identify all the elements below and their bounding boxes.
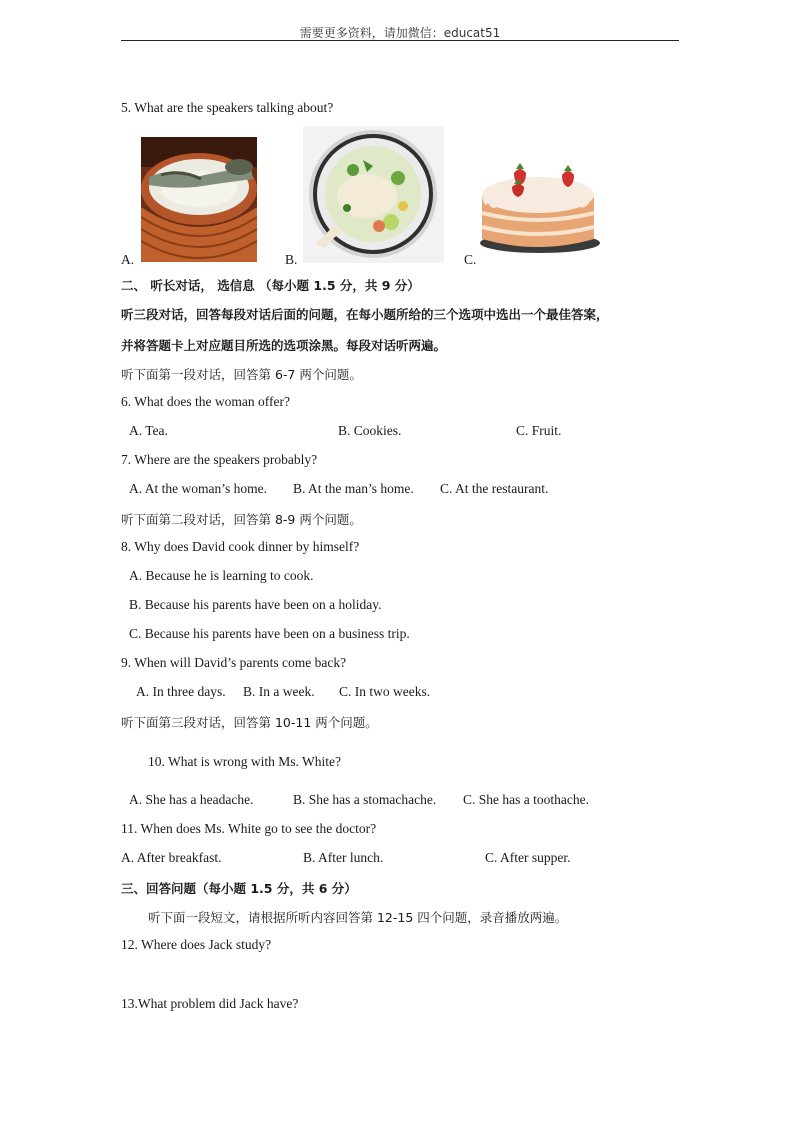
q11-question: 11. When does Ms. White go to see the doctor? (121, 821, 377, 836)
q12-question: 12. Where does Jack study? (121, 937, 272, 952)
q11-option-c: C. After supper. (485, 850, 571, 865)
q7-option-a: A. At the woman’s home. (129, 481, 267, 496)
q11-option-b: B. After lunch. (303, 850, 384, 865)
q10-option-a: A. She has a headache. (129, 792, 254, 807)
dialog1-intro: 听下面第一段对话，回答第 6-7 两个问题。 (121, 367, 362, 382)
q9-question: 9. When will David’s parents come back? (121, 655, 347, 670)
q8-option-a: A. Because he is learning to cook. (129, 568, 314, 583)
q6-option-c: C. Fruit. (516, 423, 562, 438)
section2-instructions-line1: 听三段对话，回答每段对话后面的问题，在每小题所给的三个选项中选出一个最佳答案， (121, 307, 609, 322)
q7-option-c: C. At the restaurant. (440, 481, 549, 496)
q6-option-b: B. Cookies. (338, 423, 402, 438)
q8-option-b: B. Because his parents have been on a holiday. (129, 597, 382, 612)
q9-option-c: C. In two weeks. (339, 684, 431, 699)
q5-question: 5. What are the speakers talking about? (121, 100, 334, 115)
section3-title: 三、回答问题（每小题 1.5 分，共 6 分） (121, 881, 357, 896)
q9-option-a: A. In three days. (136, 684, 226, 699)
q6-question: 6. What does the woman offer? (121, 394, 290, 409)
header-rule (121, 40, 679, 41)
q7-option-b: B. At the man’s home. (293, 481, 414, 496)
q10-option-b: B. She has a stomachache. (293, 792, 437, 807)
q11-option-a: A. After breakfast. (121, 850, 222, 865)
chicken-soup-plate-image (303, 126, 444, 263)
fish-soup-bowl-image (141, 137, 257, 262)
strawberry-cake-image (474, 157, 602, 257)
q13-question: 13.What problem did Jack have? (121, 996, 299, 1011)
q8-question: 8. Why does David cook dinner by himself? (121, 539, 360, 554)
q9-option-b: B. In a week. (243, 684, 315, 699)
q10-option-c: C. She has a toothache. (463, 792, 589, 807)
section2-instructions-line2: 并将答题卡上对应题目所选的选项涂黑。每段对话听两遍。 (121, 338, 447, 353)
section2-title: 二、 听长对话， 选信息 （每小题 1.5 分，共 9 分） (121, 278, 420, 293)
q6-option-a: A. Tea. (129, 423, 168, 438)
page-header: 需要更多资料，请加微信：educat51 (299, 26, 501, 40)
section3-instructions: 听下面一段短文，请根据所听内容回答第 12-15 四个问题，录音播放两遍。 (148, 910, 568, 925)
q5-option-a-label: A. (121, 252, 135, 267)
dialog2-intro: 听下面第二段对话，回答第 8-9 两个问题。 (121, 512, 362, 527)
q10-question: 10. What is wrong with Ms. White? (148, 754, 341, 769)
q5-option-b-label: B. (285, 252, 298, 267)
q7-question: 7. Where are the speakers probably? (121, 452, 318, 467)
dialog3-intro: 听下面第三段对话，回答第 10-11 两个问题。 (121, 715, 378, 730)
q8-option-c: C. Because his parents have been on a business trip. (129, 626, 410, 641)
q5-option-c-label: C. (464, 252, 477, 267)
